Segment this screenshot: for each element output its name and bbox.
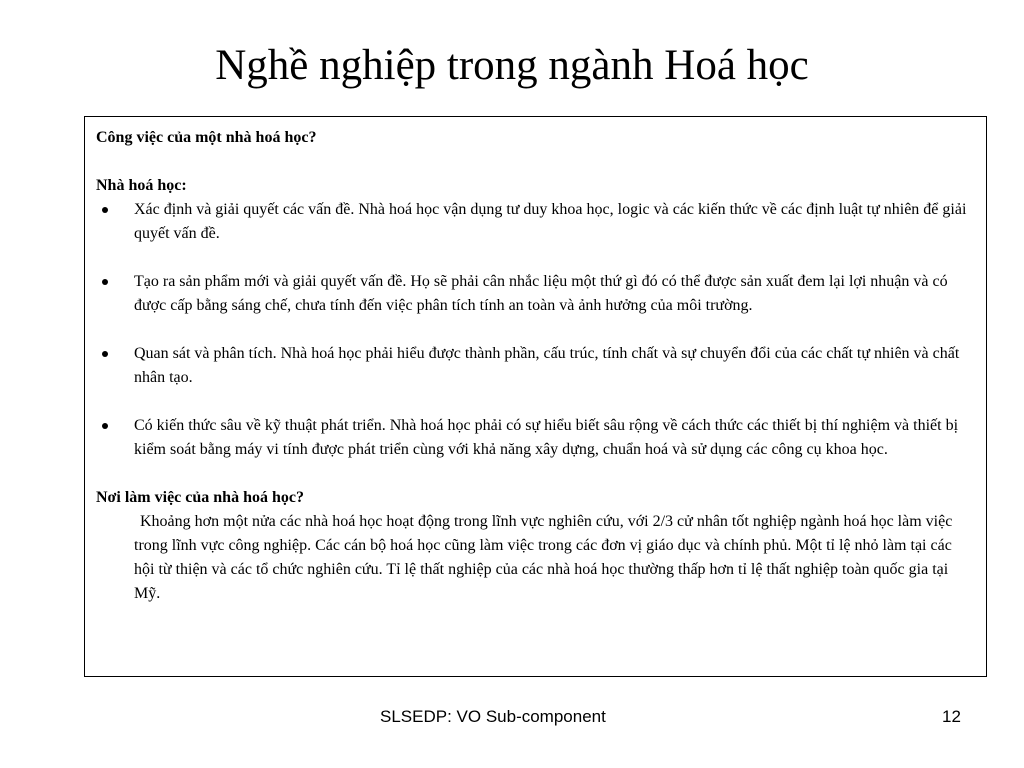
content-body xyxy=(96,126,972,606)
footer-label: SLSEDP: VO Sub-component xyxy=(380,707,606,726)
list-item xyxy=(96,198,972,246)
bullet-dot-icon xyxy=(102,423,108,429)
spacer xyxy=(96,150,972,174)
slide-title: Nghề nghiệp trong ngành Hoá học xyxy=(215,42,809,89)
bullet-dot-icon xyxy=(102,351,108,357)
bullet-dot-icon xyxy=(102,279,108,285)
list-item xyxy=(96,270,972,318)
bullet-text: Xác định và giải quyết các vấn đề. Nhà hoá học vận dụng tư duy khoa học, logic và các kiến thức về các định luật tự nhiên để giải quyết vấn đề. xyxy=(134,201,967,242)
bullet-text: Tạo ra sản phẩm mới và giải quyết vấn đề. Họ sẽ phải cân nhắc liệu một thứ gì đó có thể được sản xuất đem lại lợi nhuận và có được cấp bằng sáng chế, chưa tính đến việc phân tích tính an toàn và ảnh hưởng của môi trường. xyxy=(134,273,948,314)
list-item xyxy=(96,342,972,390)
page-number: 12 xyxy=(942,707,961,726)
workplace-text: Khoảng hơn một nửa các nhà hoá học hoạt động trong lĩnh vực nghiên cứu, với 2/3 cử nhân tốt nghiệp ngành hoá học làm việc trong lĩnh vực công nghiệp. Các cán bộ hoá học cũng làm việc trong các đơn vị giáo dục và chính phủ. Một tỉ lệ nhỏ làm tại các hội từ thiện và các tổ chức nghiên cứu. Tỉ lệ thất nghiệp của các nhà hoá học thường thấp hơn tỉ lệ thất nghiệp toàn quốc gia tại Mỹ. xyxy=(134,513,953,602)
bullet-text: Quan sát và phân tích. Nhà hoá học phải hiểu được thành phần, cấu trúc, tính chất và sự chuyển đổi của các chất tự nhiên và chất nhân tạo. xyxy=(134,345,960,386)
content-box xyxy=(84,116,987,677)
workplace-heading: Nơi làm việc của nhà hoá học? xyxy=(96,489,304,506)
duties-list xyxy=(96,198,972,462)
bullet-dot-icon xyxy=(102,207,108,213)
bullet-text: Có kiến thức sâu về kỹ thuật phát triển. Nhà hoá học phải có sự hiểu biết sâu rộng về cách thức các thiết bị thí nghiệm và thiết bị kiểm soát bằng máy vi tính được phát triển cùng với khả năng xây dựng, chuẩn hoá và sử dụng các công cụ khoa học. xyxy=(134,417,959,458)
question-heading: Công việc của một nhà hoá học? xyxy=(96,129,317,146)
chemist-heading: Nhà hoá học: xyxy=(96,177,187,194)
spacer xyxy=(96,462,972,486)
list-item xyxy=(96,414,972,462)
